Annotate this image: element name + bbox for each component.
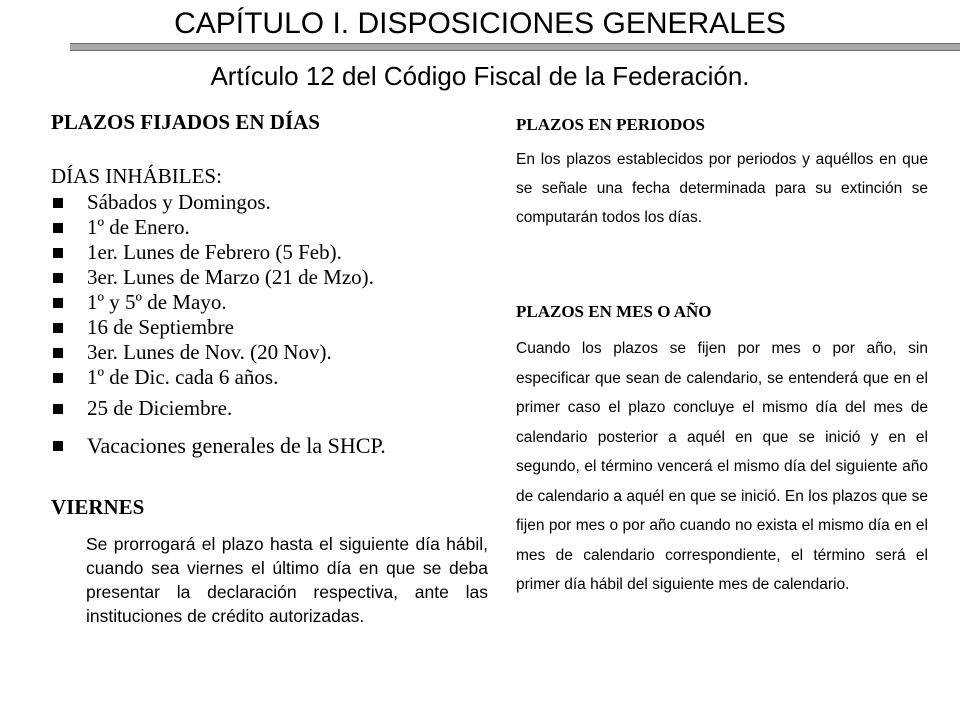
list-item xyxy=(51,365,511,390)
square-bullet-icon xyxy=(53,198,63,208)
list-item-label: 25 de Diciembre. xyxy=(87,396,233,420)
list-item xyxy=(51,315,511,340)
list-item-label: 1º y 5º de Mayo. xyxy=(87,290,227,314)
list-item xyxy=(51,190,511,215)
list-item-label: 1º de Enero. xyxy=(87,215,190,239)
square-bullet-icon xyxy=(53,441,63,451)
title-underline xyxy=(70,43,960,51)
list-item-label: 1er. Lunes de Febrero (5 Feb). xyxy=(87,240,342,264)
list-item xyxy=(51,290,511,315)
list-item xyxy=(51,340,511,365)
plazos-periodos-heading: PLAZOS EN PERIODOS xyxy=(516,115,705,134)
holidays-list xyxy=(51,190,511,464)
plazos-dias-heading: PLAZOS FIJADOS EN DÍAS xyxy=(51,110,320,134)
viernes-paragraph: Se prorrogará el plazo hasta el siguiente día hábil, cuando sea viernes el último día en que se deba presentar la declaración respectiva, ante las instituciones de crédito autorizadas. xyxy=(86,534,488,626)
viernes-heading: VIERNES xyxy=(51,495,145,519)
plazos-mes-ano-heading: PLAZOS EN MES O AÑO xyxy=(516,302,712,321)
square-bullet-icon xyxy=(53,404,63,414)
plazos-mes-ano-paragraph: Cuando los plazos se fijen por mes o por año, sin especificar que sean de calendario, se entenderá que en el primer caso el plazo concluye el mismo día del mes de calendario posterior a aquél en que se inició y en el segundo, el término vencerá el mismo día del siguiente año de calendario a aquél en que se inició. En los plazos que se fijen por mes o por año cuando no exista el mismo día en el mes de calendario correspondiente, el término será el primer día hábil del siguiente mes de calendario. xyxy=(516,340,928,593)
list-item-label: Vacaciones generales de la SHCP. xyxy=(87,433,386,458)
list-item xyxy=(51,390,511,427)
square-bullet-icon xyxy=(53,298,63,308)
list-item xyxy=(51,427,511,464)
list-item-label: 3er. Lunes de Nov. (20 Nov). xyxy=(87,340,332,364)
dias-inhabiles-label: DÍAS INHÁBILES: xyxy=(51,164,222,188)
page-title: CAPÍTULO I. DISPOSICIONES GENERALES xyxy=(174,7,786,40)
page-subtitle: Artículo 12 del Código Fiscal de la Federación. xyxy=(210,61,750,91)
square-bullet-icon xyxy=(53,373,63,383)
list-item xyxy=(51,240,511,265)
list-item xyxy=(51,265,511,290)
square-bullet-icon xyxy=(53,348,63,358)
list-item-label: 1º de Dic. cada 6 años. xyxy=(87,365,279,389)
square-bullet-icon xyxy=(53,248,63,258)
list-item-label: 16 de Septiembre xyxy=(87,315,234,339)
plazos-periodos-paragraph: En los plazos establecidos por periodos y aquéllos en que se señale una fecha determinada para su extinción se computarán todos los días. xyxy=(516,151,928,226)
list-item xyxy=(51,215,511,240)
list-item-label: Sábados y Domingos. xyxy=(87,190,271,214)
square-bullet-icon xyxy=(53,223,63,233)
square-bullet-icon xyxy=(53,273,63,283)
square-bullet-icon xyxy=(53,323,63,333)
list-item-label: 3er. Lunes de Marzo (21 de Mzo). xyxy=(87,265,374,289)
